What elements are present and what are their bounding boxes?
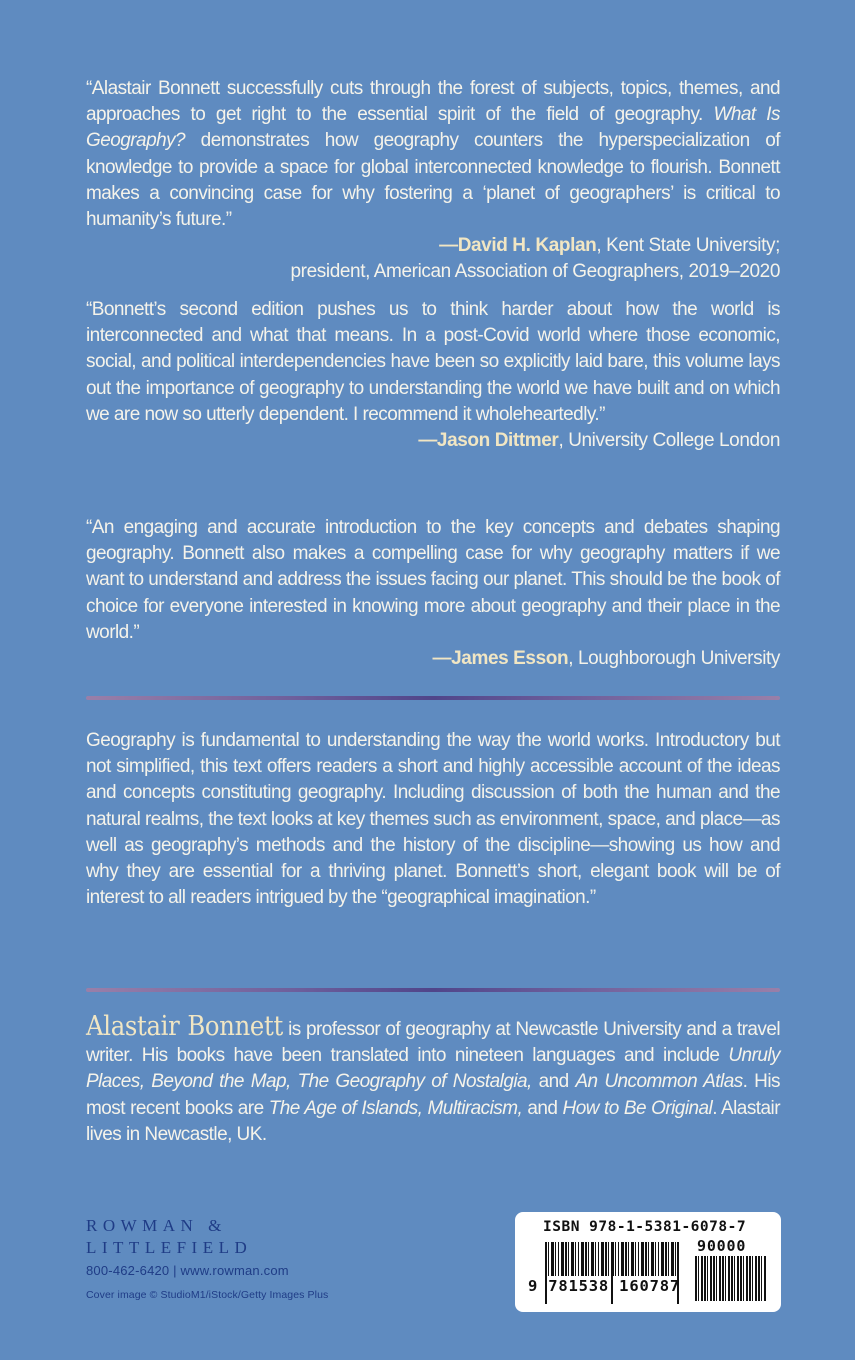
price-addon-digits: 90000 <box>697 1237 747 1255</box>
publisher-logo-line-2: LITTLEFIELD <box>86 1238 253 1257</box>
divider-rule-1 <box>86 696 780 700</box>
endorsement-attribution <box>86 646 780 672</box>
addon-barcode-bars <box>695 1256 766 1301</box>
endorser-name: —David H. Kaplan <box>439 235 597 257</box>
author-name: Alastair Bonnett <box>86 1011 283 1042</box>
author-bio <box>86 1011 781 1148</box>
bio-text: is professor of geography at Newcastle University and a travel writer. His books have been translated into nineteen languages and include <box>86 1019 781 1067</box>
endorser-name: —James Esson <box>432 648 569 670</box>
bio-text: . Alastair lives in Newcastle, UK. <box>86 1097 780 1145</box>
bio-text: and <box>531 1071 576 1093</box>
endorsement-attribution <box>86 428 780 454</box>
endorser-affiliation: , Loughborough University <box>568 648 780 670</box>
endorser-affiliation: , Kent State University; <box>596 235 780 257</box>
book-title: An Uncommon Atlas <box>575 1071 743 1093</box>
book-titles: Unruly Places, Beyond the Map, The Geography of Nostalgia, <box>86 1045 780 1093</box>
quote-text: “Alastair Bonnett successfully cuts through the forest of subjects, topics, themes, and approaches to get right to the essential spirit of the field of geography. <box>86 78 780 126</box>
author-bio-text <box>86 1011 781 1148</box>
endorser-affiliation: , University College London <box>558 430 780 452</box>
endorsement-attribution <box>86 233 780 259</box>
endorsement-3 <box>86 515 780 672</box>
bio-text: . His most recent books are <box>86 1071 780 1119</box>
book-titles: The Age of Islands, Multiracism, <box>268 1097 523 1119</box>
quote-text: demonstrates how geography counters the hyperspecialization of knowledge to provide a space for global interconnected knowledge to flourish. Bonnett makes a convincing case for why fostering a ‘planet of geographers’ is critical to humanity’s future.” <box>86 130 780 231</box>
endorsement-quote: “Bonnett’s second edition pushes us to think harder about how the world is interconnected and what that means. In a post-Covid world where those economic, social, and political interdependencies have been so explicitly laid bare, this volume lays out the importance of geography to understanding the world we have built and on which we are now so utterly dependent. I recommend it wholeheartedly.” <box>86 299 780 425</box>
bio-text: and <box>522 1097 563 1119</box>
publisher-logo <box>86 1215 328 1259</box>
endorser-name: —Jason Dittmer <box>418 430 559 452</box>
endorsement-quote: “An engaging and accurate introduction to the key concepts and debates shaping geography. Bonnett also makes a compelling case for why geography matters if we want to understand and address the issues facing our planet. This should be the book of choice for everyone interested in knowing more about geography and their place in the world.” <box>86 517 780 643</box>
isbn-number: ISBN 978-1-5381-6078-7 <box>543 1219 747 1235</box>
book-title: What Is Geography? <box>86 104 780 152</box>
book-description <box>86 728 780 911</box>
endorsement-2 <box>86 297 780 454</box>
isbn-barcode <box>515 1212 781 1312</box>
divider-rule-2 <box>86 988 780 992</box>
ean-digits: 9 781538 160787 <box>528 1277 680 1295</box>
book-title: How to Be Original <box>562 1097 713 1119</box>
publisher-contact: 800-462-6420 | www.rowman.com <box>86 1263 289 1278</box>
cover-image-credit: Cover image © StudioM1/iStock/Getty Images Plus <box>86 1289 329 1301</box>
endorser-affiliation-2: president, American Association of Geographers, 2019–2020 <box>290 261 780 283</box>
endorsement-1 <box>86 76 780 286</box>
endorsement-quote <box>86 76 780 233</box>
publisher-block <box>86 1215 328 1301</box>
description-text: Geography is fundamental to understanding the way the world works. Introductory but not simplified, this text offers readers a short and highly accessible account of the ideas and concepts constituting geography. Including discussion of both the human and the natural realms, the text looks at key themes such as environment, space, and place—as well as geography’s methods and the history of the discipline—showing us how and why they are essential for a thriving planet. Bonnett’s short, elegant book will be of interest to all readers intrigued by the “geographical imagination.” <box>86 730 780 909</box>
publisher-logo-line-1: ROWMAN & <box>86 1216 227 1235</box>
